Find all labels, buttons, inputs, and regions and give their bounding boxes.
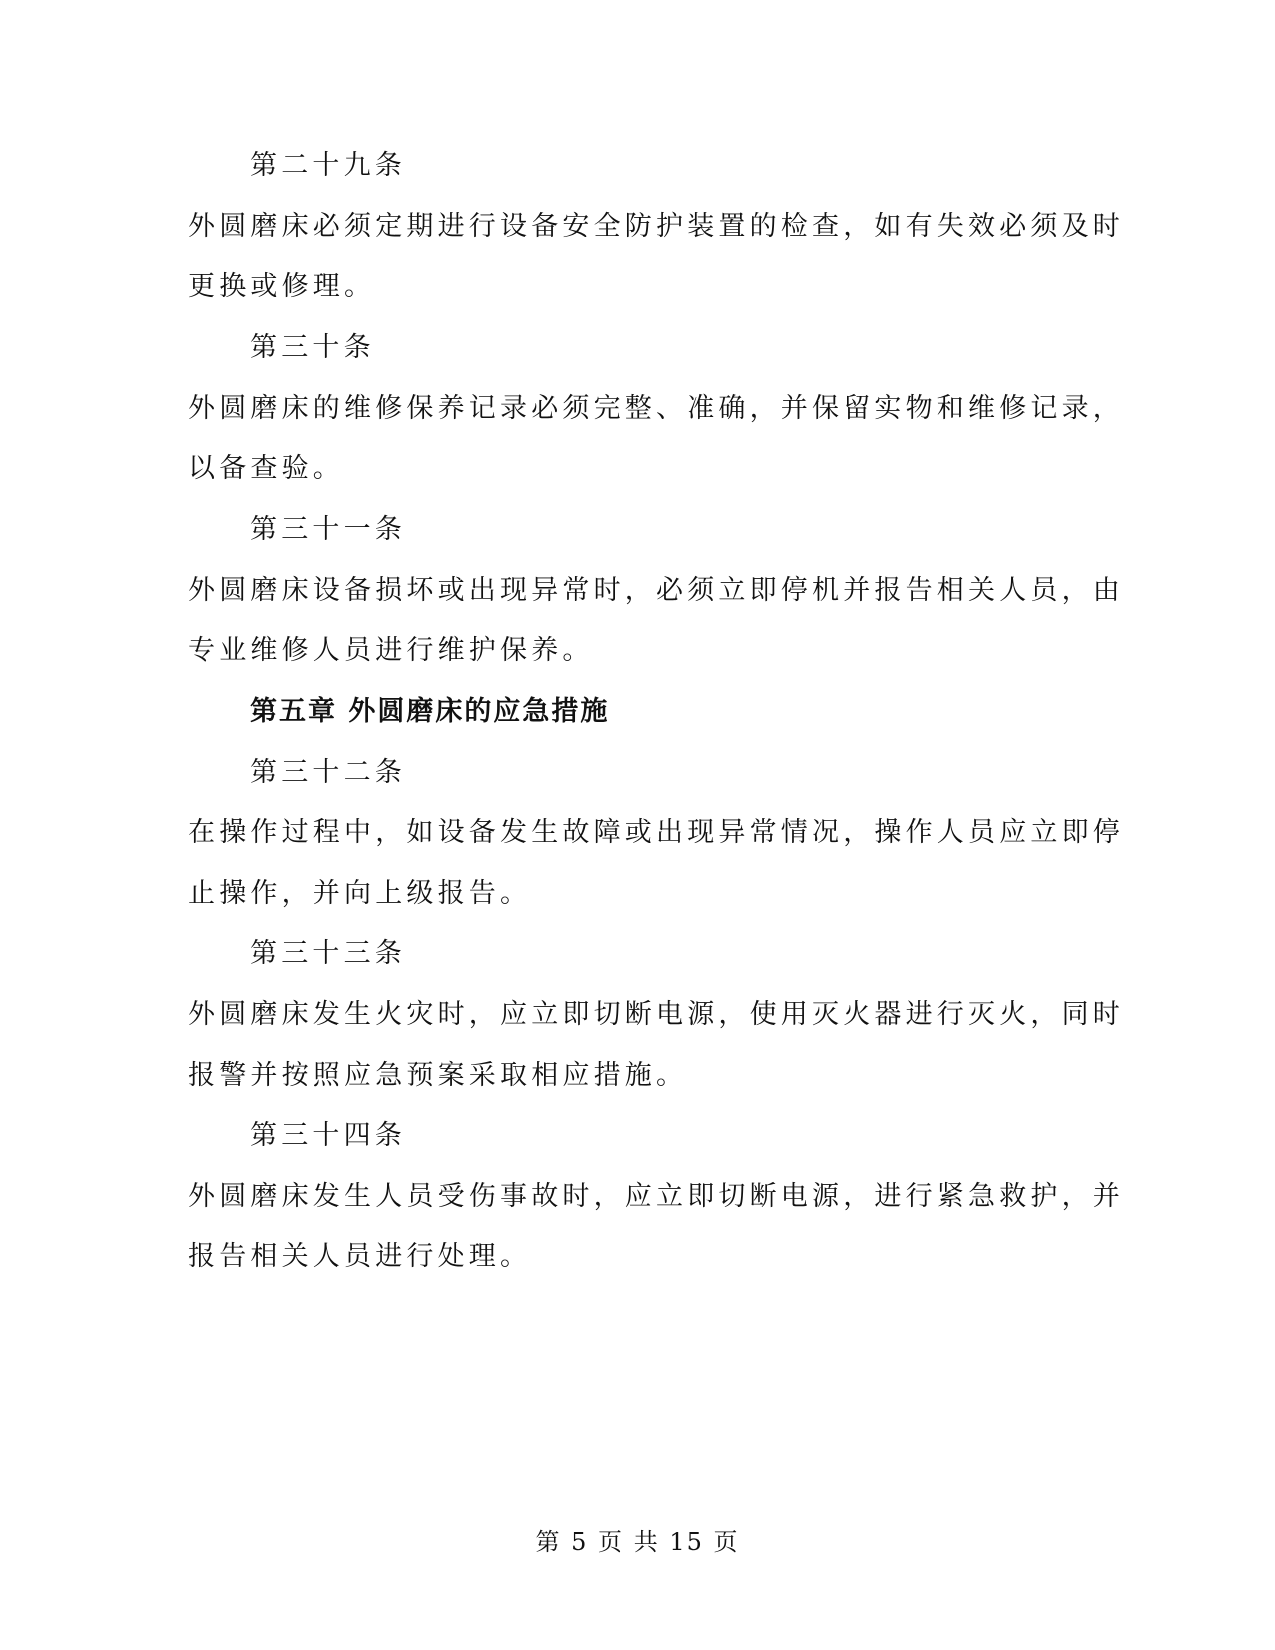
article-title: 第三十二条 [250, 757, 406, 788]
article-title: 第三十三条 [250, 938, 406, 969]
article-text-line: 外圆磨床的维修保养记录必须完整、准确，并保留实物和维修记录， [188, 393, 1124, 424]
article-title: 第三十四条 [250, 1120, 406, 1151]
article-text-line: 报告相关人员进行处理。 [188, 1241, 532, 1272]
article-text-line: 止操作，并向上级报告。 [188, 878, 532, 909]
article-text-line: 更换或修理。 [188, 271, 376, 302]
chapter-heading: 第五章 外圆磨床的应急措施 [250, 696, 610, 727]
footer-page-word: 页 [598, 1528, 625, 1556]
article-text-line: 外圆磨床发生人员受伤事故时，应立即切断电源，进行紧急救护，并 [188, 1181, 1124, 1212]
current-page-number: 5 [571, 1528, 589, 1556]
article-text-line: 以备查验。 [188, 453, 344, 484]
article-title: 第三十条 [250, 332, 375, 363]
article-text-line: 报警并按照应急预案采取相应措施。 [188, 1060, 688, 1091]
footer-total-word: 共 [633, 1528, 660, 1556]
footer-prefix: 第 [535, 1528, 562, 1556]
article-title: 第三十一条 [250, 514, 406, 545]
article-text-line: 在操作过程中，如设备发生故障或出现异常情况，操作人员应立即停 [188, 817, 1124, 848]
article-text-line: 外圆磨床设备损坏或出现异常时，必须立即停机并报告相关人员，由 [188, 575, 1124, 606]
article-text-line: 专业维修人员进行维护保养。 [188, 635, 594, 666]
footer-suffix: 页 [713, 1528, 740, 1556]
total-pages-number: 15 [669, 1528, 704, 1556]
article-title: 第二十九条 [250, 150, 406, 181]
page-footer [0, 1527, 1275, 1557]
article-text-line: 外圆磨床发生火灾时，应立即切断电源，使用灭火器进行灭火，同时 [188, 999, 1124, 1030]
article-text-line: 外圆磨床必须定期进行设备安全防护装置的检查，如有失效必须及时 [188, 211, 1124, 242]
